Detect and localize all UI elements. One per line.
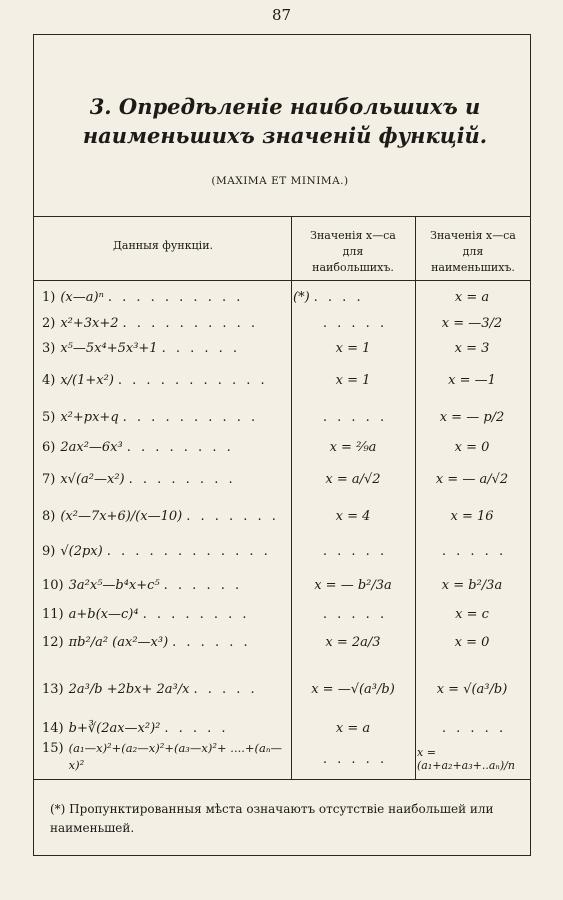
function-expression: x/(1+x²) <box>60 372 114 388</box>
row-number: 15) <box>42 741 64 756</box>
min-value: x = — a/√2 <box>435 471 509 487</box>
table-row <box>35 716 529 740</box>
min-value: x = √(a³/b) <box>436 681 508 697</box>
min-cell <box>417 462 527 496</box>
header-max-line3: наибольшихъ. <box>312 261 394 274</box>
table-row <box>35 337 529 359</box>
header-min-line2: для <box>462 245 484 258</box>
min-cell <box>417 622 527 662</box>
max-cell: . . . . . <box>322 315 388 331</box>
table-row <box>35 361 529 399</box>
function-cell: 12) πb²/a² (ax²—x³) . . . . . . <box>42 634 251 650</box>
function-expression: x√(a²—x²) <box>60 471 125 487</box>
header-functions: Данныя функціи. <box>112 239 214 252</box>
max-cell <box>293 622 413 662</box>
table-top-rule <box>33 216 531 217</box>
max-cell <box>293 665 413 713</box>
header-min-line3: наименьшихъ. <box>431 261 515 274</box>
table-row <box>35 401 529 433</box>
max-value: x = —√(a³/b) <box>311 681 395 697</box>
function-expression: (x²—7x+6)/(x—10) <box>60 508 183 524</box>
row-number: 1) <box>42 289 56 305</box>
max-cell <box>293 462 413 496</box>
table-row <box>35 622 529 662</box>
function-expression: 2ax²—6x³ <box>60 439 123 455</box>
header-min-line1: Значенія x—са <box>430 229 516 242</box>
function-cell: 11) a+b(x—c)⁴ . . . . . . . . <box>42 606 250 622</box>
min-cell <box>417 665 527 713</box>
function-cell <box>42 740 288 778</box>
function-expression: x⁵—5x⁴+5x³+1 <box>60 340 158 356</box>
max-value: x = — b²/3a <box>314 577 392 593</box>
function-cell: 1) (x—a)ⁿ . . . . . . . . . . <box>42 289 244 305</box>
min-cell: . . . . . <box>441 720 507 736</box>
row-number: 6) <box>42 439 56 455</box>
max-value: (*) <box>293 289 310 305</box>
table-row <box>35 566 529 604</box>
min-cell <box>417 401 527 433</box>
header-bottom-rule <box>33 280 531 281</box>
row-number: 3) <box>42 340 56 356</box>
max-value: x = a <box>335 720 371 736</box>
min-value: x = 0 <box>454 439 490 455</box>
max-cell <box>293 361 413 399</box>
header-max-line1: Значенія x—са <box>310 229 396 242</box>
function-cell: 5) x²+px+q . . . . . . . . . . <box>42 409 259 425</box>
min-cell <box>417 361 527 399</box>
max-cell: . . . . . <box>322 751 388 767</box>
max-cell: . . . . . <box>322 543 388 559</box>
max-value: x = 1 <box>335 372 371 388</box>
max-cell <box>293 337 413 359</box>
table-row <box>35 312 529 334</box>
row-number: 7) <box>42 471 56 487</box>
min-cell <box>417 566 527 604</box>
function-cell: 7) x√(a²—x²) . . . . . . . . <box>42 471 236 487</box>
function-expression: x²+3x+2 <box>60 315 119 331</box>
header-max <box>291 228 415 276</box>
min-cell <box>417 312 527 334</box>
function-expression: (a₁—x)²+(a₂—x)²+(a₃—x)²+ ....+(aₙ—x)² <box>68 741 283 772</box>
function-expression: 3a²x⁵—b⁴x+c⁵ <box>68 577 160 593</box>
function-expression: (x—a)ⁿ <box>60 289 104 305</box>
max-cell: . . . . . <box>322 409 388 425</box>
function-cell: 14) b+∛(2ax—x²)² . . . . . <box>42 720 229 736</box>
table-row <box>35 496 529 536</box>
header-min <box>415 228 531 276</box>
min-value: x = —1 <box>448 372 496 388</box>
min-cell: . . . . . <box>441 543 507 559</box>
section-title: 3. Опредѣленіе наибольшихъ и наименьшихъ значеній функцій. <box>82 94 488 148</box>
max-cell <box>293 566 413 604</box>
row-number: 13) <box>42 681 64 697</box>
min-cell <box>417 496 527 536</box>
row-number: 9) <box>42 543 56 559</box>
row-number: 11) <box>42 606 64 622</box>
min-cell <box>417 286 527 308</box>
table-row <box>35 740 529 778</box>
function-expression: a+b(x—c)⁴ <box>68 606 139 622</box>
max-value: x = 2a/3 <box>325 634 381 650</box>
function-cell: 3) x⁵—5x⁴+5x³+1 . . . . . . <box>42 340 241 356</box>
min-value: x = (a₁+a₂+a₃+..aₙ)/n <box>417 746 515 772</box>
function-cell: 2) x²+3x+2 . . . . . . . . . . <box>42 315 259 331</box>
min-cell <box>417 435 527 459</box>
function-expression: x²+px+q <box>60 409 119 425</box>
page-number: 87 <box>271 6 292 24</box>
row-number: 2) <box>42 315 56 331</box>
min-value: x = a <box>454 289 490 305</box>
min-value: x = b²/3a <box>441 577 503 593</box>
max-value: x = a/√2 <box>325 471 381 487</box>
table-row <box>35 665 529 713</box>
table-row <box>35 286 529 308</box>
min-value: x = — p/2 <box>439 409 505 425</box>
min-value: x = —3/2 <box>441 315 503 331</box>
header-max-line2: для <box>342 245 364 258</box>
max-cell: (*) . . . . <box>293 289 364 305</box>
function-expression: √(2px) <box>60 543 103 559</box>
max-cell <box>293 716 413 740</box>
section-subtitle: (MAXIMA ET MINIMA.) <box>211 175 349 187</box>
row-number: 14) <box>42 720 64 736</box>
function-cell: 9) √(2px) . . . . . . . . . . . . <box>42 543 271 559</box>
table-row <box>35 538 529 564</box>
function-cell: 4) x/(1+x²) . . . . . . . . . . . <box>42 372 268 388</box>
row-number: 8) <box>42 508 56 524</box>
function-cell: 6) 2ax²—6x³ . . . . . . . . <box>42 439 234 455</box>
function-cell: 8) (x²—7x+6)/(x—10) . . . . . . . <box>42 508 279 524</box>
table-row <box>35 435 529 459</box>
max-value: x = ²⁄₉a <box>329 439 377 455</box>
max-value: x = 1 <box>335 340 371 356</box>
max-cell <box>293 496 413 536</box>
table-bottom-rule <box>33 779 531 780</box>
table-row <box>35 462 529 496</box>
function-expression: 2a³/b +2bx+ 2a³/x <box>68 681 190 697</box>
function-cell: 10) 3a²x⁵—b⁴x+c⁵ . . . . . . <box>42 577 243 593</box>
min-cell <box>417 337 527 359</box>
footnote: (*) Пропунктированныя мѣста означаютъ отсутствіе наибольшей или наименьшей. <box>50 802 494 835</box>
min-value: x = 16 <box>450 508 494 524</box>
min-value: x = c <box>455 606 489 622</box>
min-cell <box>417 740 527 778</box>
max-cell <box>293 435 413 459</box>
row-number: 4) <box>42 372 56 388</box>
max-cell: . . . . . <box>322 606 388 622</box>
max-value: x = 4 <box>335 508 371 524</box>
function-expression: πb²/a² (ax²—x³) <box>68 634 169 650</box>
function-expression: b+∛(2ax—x²)² <box>68 720 161 736</box>
min-value: x = 3 <box>454 340 490 356</box>
row-number: 12) <box>42 634 64 650</box>
min-value: x = 0 <box>454 634 490 650</box>
row-number: 10) <box>42 577 64 593</box>
row-number: 5) <box>42 409 56 425</box>
function-cell: 13) 2a³/b +2bx+ 2a³/x . . . . . <box>42 681 258 697</box>
